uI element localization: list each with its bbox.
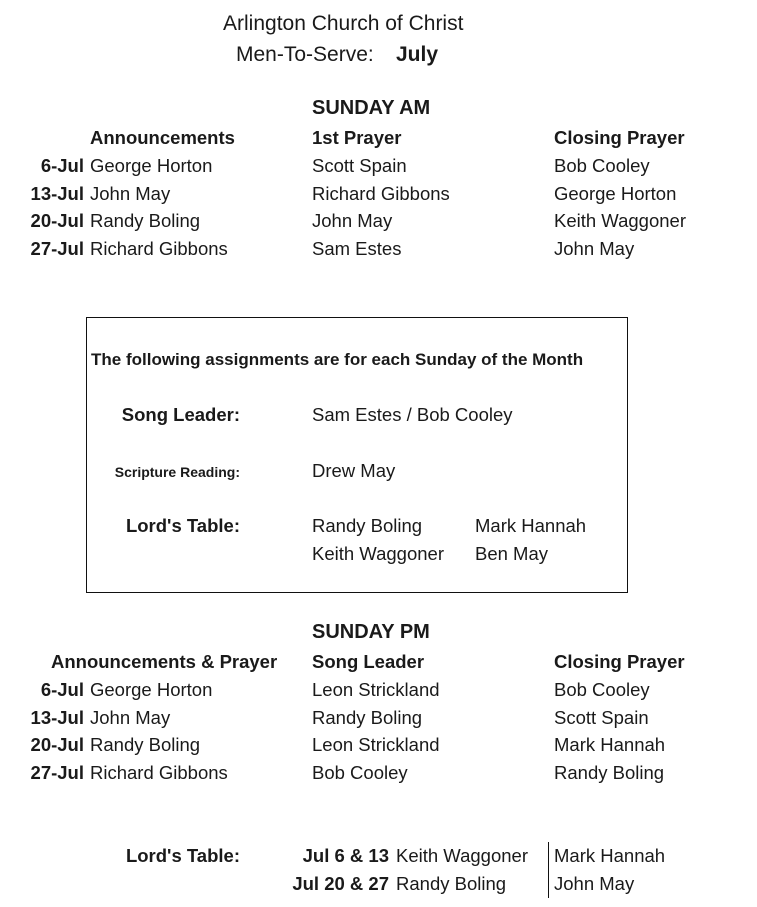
pm-col-song-leader: Song Leader (312, 651, 425, 672)
monthly-intro: The following assignments are for each Sunday of the Month (91, 350, 584, 369)
am-row-closing-prayer: John May (554, 238, 635, 259)
lords-table-name: Ben May (475, 543, 549, 564)
sunday-pm-heading: SUNDAY PM (312, 621, 430, 643)
lords-table-name: Mark Hannah (475, 515, 587, 536)
am-col-announcements: Announcements (90, 127, 235, 148)
am-row-date: 20-Jul (30, 210, 84, 231)
pm-row-date: 6-Jul (40, 679, 84, 700)
pm-row-song-leader: Leon Strickland (312, 679, 440, 700)
pm-lords-table-divider (548, 842, 549, 898)
am-col-closing-prayer: Closing Prayer (554, 127, 685, 148)
am-row-announcements: Richard Gibbons (90, 238, 228, 259)
pm-row-date: 13-Jul (30, 707, 84, 728)
am-row-date: 6-Jul (40, 155, 84, 176)
pm-row-announcements-prayer: John May (90, 707, 171, 728)
am-row-closing-prayer: Bob Cooley (554, 155, 650, 176)
am-row-closing-prayer: Keith Waggoner (554, 210, 686, 231)
am-row-announcements: George Horton (90, 155, 213, 176)
pm-row-closing-prayer: Mark Hannah (554, 734, 666, 755)
pm-col-announcements-prayer: Announcements & Prayer (51, 651, 278, 672)
month-label: July (396, 43, 439, 66)
scripture-reading-value: Drew May (312, 460, 396, 481)
pm-lords-table-dates: Jul 20 & 27 (292, 873, 389, 894)
am-row-first-prayer: Scott Spain (312, 155, 407, 176)
pm-row-announcements-prayer: Randy Boling (90, 734, 201, 755)
pm-lords-table-dates: Jul 6 & 13 (302, 845, 389, 866)
lords-table-name: Randy Boling (312, 515, 423, 536)
lords-table-label: Lord's Table: (125, 515, 240, 536)
am-row-announcements: John May (90, 183, 171, 204)
am-row-first-prayer: Richard Gibbons (312, 183, 450, 204)
song-leader-label: Song Leader: (121, 404, 240, 425)
pm-row-closing-prayer: Bob Cooley (554, 679, 650, 700)
pm-row-date: 20-Jul (30, 734, 84, 755)
scripture-reading-label: Scripture Reading: (114, 464, 240, 480)
pm-row-song-leader: Bob Cooley (312, 762, 408, 783)
pm-row-closing-prayer: Randy Boling (554, 762, 665, 783)
pm-row-date: 27-Jul (30, 762, 84, 783)
lords-table-name: Keith Waggoner (312, 543, 444, 564)
am-row-first-prayer: John May (312, 210, 393, 231)
am-row-date: 27-Jul (30, 238, 84, 259)
am-row-announcements: Randy Boling (90, 210, 201, 231)
pm-lords-table-second: Mark Hannah (554, 845, 666, 866)
subtitle-label: Men-To-Serve: (236, 43, 374, 66)
pm-lords-table-first: Keith Waggoner (396, 845, 528, 866)
pm-row-announcements-prayer: Richard Gibbons (90, 762, 228, 783)
song-leader-value: Sam Estes / Bob Cooley (312, 404, 513, 425)
pm-row-song-leader: Leon Strickland (312, 734, 440, 755)
pm-row-closing-prayer: Scott Spain (554, 707, 649, 728)
pm-row-announcements-prayer: George Horton (90, 679, 213, 700)
am-row-closing-prayer: George Horton (554, 183, 677, 204)
sunday-am-heading: SUNDAY AM (312, 97, 431, 119)
org-title: Arlington Church of Christ (223, 12, 464, 35)
pm-lords-table-label: Lord's Table: (125, 845, 240, 866)
am-row-date: 13-Jul (30, 183, 84, 204)
am-row-first-prayer: Sam Estes (312, 238, 402, 259)
pm-lords-table-second: John May (554, 873, 635, 894)
pm-lords-table-first: Randy Boling (396, 873, 507, 894)
am-col-first-prayer: 1st Prayer (312, 127, 402, 148)
pm-row-song-leader: Randy Boling (312, 707, 423, 728)
pm-col-closing-prayer: Closing Prayer (554, 651, 685, 672)
